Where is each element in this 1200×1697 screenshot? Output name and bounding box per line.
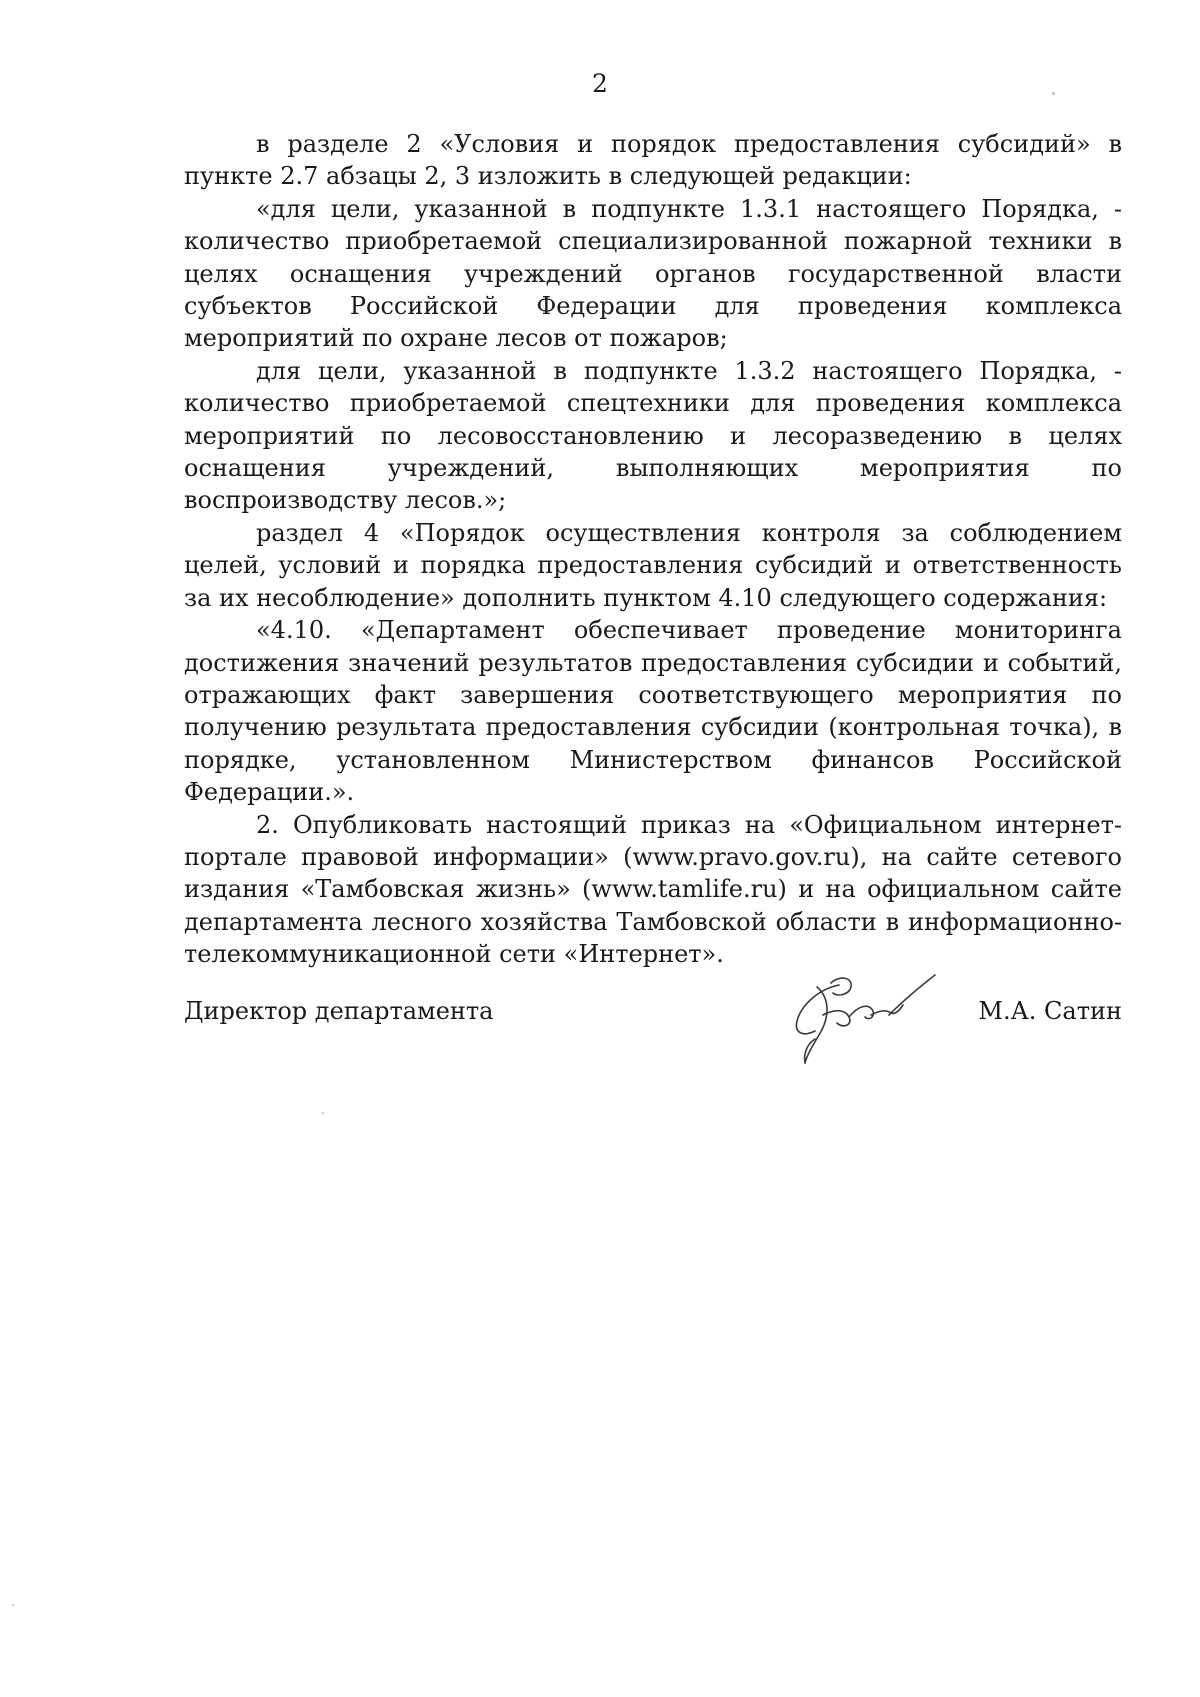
paragraph-goal-1-3-2: для цели, указанной в подпункте 1.3.2 настоящего Порядка, - количество приобретаемой спецтехники для проведения комплекса мероприятий по лесовосстановлению и лесоразведению в целях оснащения учреждений, выполняющих мероприятия по воспроизводству лесов.»; <box>184 356 1122 515</box>
scan-speck <box>1052 92 1055 95</box>
scan-speck <box>12 1604 14 1606</box>
paragraph-item-4-10: «4.10. «Департамент обеспечивает проведение мониторинга достижения значений результатов предоставления субсидии и событий, отражающих факт завершения соответствующего мероприятия по получению результата предоставления субсидии (контрольная точка), в порядке, установленном Министерством финансов Российской Федерации.». <box>184 616 1122 807</box>
scan-speck <box>322 1112 324 1114</box>
signatory-position: Директор департамента <box>184 997 494 1025</box>
signatory-name: М.А. Сатин <box>978 997 1122 1025</box>
paragraph-section-2-amendment: в разделе 2 «Условия и порядок предоставления субсидий» в пункте 2.7 абзацы 2, 3 изложить в следующей редакции: <box>184 130 1122 191</box>
handwritten-signature <box>779 965 949 1075</box>
paragraph-goal-1-3-1: «для цели, указанной в подпункте 1.3.1 настоящего Порядка, - количество приобретаемой специализированной пожарной техники в целях оснащения учреждений органов государственной власти субъектов Российской Федерации для проведения комплекса мероприятий по охране лесов от пожаров; <box>184 194 1122 353</box>
document-body <box>184 128 1122 971</box>
page-number: 2 <box>592 69 608 98</box>
paragraph-publication-order: 2. Опубликовать настоящий приказ на «Официальном интернет-портале правовой информации» (www.pravo.gov.ru), на сайте сетевого издания «Тамбовская жизнь» (www.tamlife.ru) и на официальном сайте департамента лесного хозяйства Тамбовской области в информационно-телекоммуникационной сети «Интернет». <box>184 810 1122 969</box>
paragraph-section-4-amendment: раздел 4 «Порядок осуществления контроля за соблюдением целей, условий и порядка предоставления субсидий и ответственность за их несоблюдение» дополнить пунктом 4.10 следующего содержания: <box>184 518 1122 612</box>
signature-block <box>184 985 1122 1085</box>
